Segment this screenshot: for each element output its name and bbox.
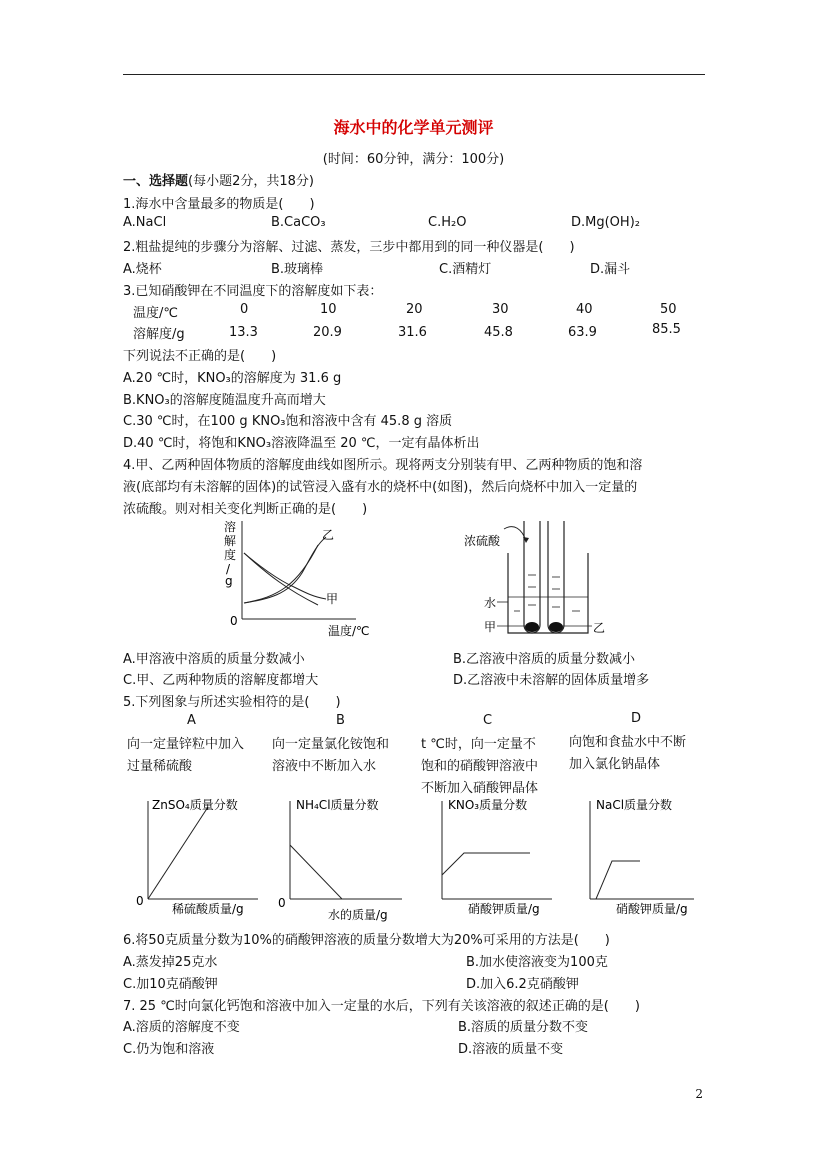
graph-origin: 0 <box>230 614 238 628</box>
label-water: 水 <box>484 596 497 610</box>
q5-graph-b <box>276 795 411 925</box>
section-note: (每小题2分，共18分) <box>188 174 314 189</box>
q3-option-d: D.40 ℃时，将饱和KNO₃溶液降温至 20 ℃，一定有晶体析出 <box>123 436 480 451</box>
graph-xlabel: 硝酸钾质量/g <box>468 902 540 916</box>
q4-stem-line: 液(底部均有未溶解的固体)的试管浸入盛有水的烧杯中(如图)，然后向烧杯中加入一定量的 <box>123 480 638 495</box>
q6-option-c: C.加10克硝酸钾 <box>123 977 218 992</box>
q7-option-c: C.仍为饱和溶液 <box>123 1042 215 1057</box>
table-cell-solubility: 31.6 <box>398 325 427 340</box>
graph-ylabel-char: 解 <box>224 534 237 548</box>
table-cell-solubility: 63.9 <box>568 325 597 340</box>
graph-xlabel: 水的质量/g <box>328 908 388 922</box>
q3-option-b: B.KNO₃的溶解度随温度升高而增大 <box>123 393 326 408</box>
section-title: 一、选择题 <box>123 174 189 189</box>
table-cell-solubility: 85.5 <box>652 322 681 337</box>
table-row-label-temp: 温度/℃ <box>133 306 178 321</box>
label-yi: 乙 <box>593 621 606 635</box>
q5-letter-c: C <box>483 713 493 728</box>
q7-option-a: A.溶质的溶解度不变 <box>123 1020 240 1035</box>
q1-option-d: D.Mg(OH)₂ <box>571 215 640 230</box>
q6-option-d: D.加入6.2克硝酸钾 <box>466 977 579 992</box>
q6-stem: 6.将50克质量分数为10%的硝酸钾溶液的质量分数增大为20%可采用的方法是( ) <box>123 933 610 948</box>
q5-desc-d: 加入氯化钠晶体 <box>569 757 661 772</box>
table-cell-solubility: 13.3 <box>229 325 258 340</box>
table-cell-temp: 0 <box>240 302 249 317</box>
graph-ylabel-char: g <box>225 574 233 588</box>
q2-stem: 2.粗盐提纯的步骤分为溶解、过滤、蒸发，三步中都用到的同一种仪器是( ) <box>123 240 575 255</box>
page-number: 2 <box>695 1087 703 1101</box>
graph-ylabel-char: 溶 <box>224 520 237 534</box>
table-cell-temp: 20 <box>406 302 423 317</box>
page-subtitle: (时间：60分钟，满分：100分) <box>322 152 505 167</box>
q1-option-c: C.H₂O <box>428 215 467 230</box>
q6-option-b: B.加水使溶液变为100克 <box>466 955 608 970</box>
table-cell-temp: 10 <box>320 302 337 317</box>
graph-ylabel: KNO₃质量分数 <box>448 798 528 812</box>
q5-desc-c: 不断加入硝酸钾晶体 <box>421 781 539 796</box>
graph-ylabel: ZnSO₄质量分数 <box>152 798 238 812</box>
q3-question: 下列说法不正确的是( ) <box>123 349 277 364</box>
q5-desc-c: 饱和的硝酸钾溶液中 <box>421 759 539 774</box>
graph-line <box>290 845 342 899</box>
table-cell-solubility: 45.8 <box>484 325 513 340</box>
beaker-figure <box>448 515 618 640</box>
q5-desc-a: 过量稀硫酸 <box>127 759 193 774</box>
solid-jia <box>525 622 539 632</box>
q5-desc-a: 向一定量锌粒中加入 <box>127 737 245 752</box>
q2-option-c: C.酒精灯 <box>439 262 492 277</box>
q5-letter-b: B <box>336 713 345 728</box>
graph-line <box>148 807 208 899</box>
q4-option-b: B.乙溶液中溶质的质量分数减小 <box>453 652 636 667</box>
curve-yi-rising <box>244 545 318 603</box>
q1-option-a: A.NaCl <box>123 215 167 230</box>
q5-letter-a: A <box>187 713 196 728</box>
curve-jia-upper <box>244 553 318 605</box>
curve-label-jia: 甲 <box>326 592 339 606</box>
q4-option-d: D.乙溶液中未溶解的固体质量增多 <box>453 673 650 688</box>
table-cell-temp: 40 <box>576 302 593 317</box>
q7-option-d: D.溶液的质量不变 <box>458 1042 564 1057</box>
graph-xlabel: 温度/℃ <box>328 624 370 638</box>
acid-arrow <box>504 527 526 541</box>
q5-graph-d <box>578 795 708 923</box>
q4-option-c: C.甲、乙两种物质的溶解度都增大 <box>123 673 319 688</box>
solid-yi <box>549 622 563 632</box>
solubility-curve-figure <box>218 515 378 640</box>
curve-label-yi: 乙 <box>322 528 335 542</box>
q3-option-c: C.30 ℃时，在100 g KNO₃饱和溶液中含有 45.8 g 溶质 <box>123 414 453 429</box>
table-cell-temp: 50 <box>660 302 677 317</box>
q5-desc-b: 向一定量氯化铵饱和 <box>272 737 390 752</box>
q5-desc-d: 向饱和食盐水中不断 <box>569 735 687 750</box>
graph-line <box>442 853 530 875</box>
q5-desc-b: 溶液中不断加入水 <box>272 759 377 774</box>
graph-xlabel: 硝酸钾质量/g <box>616 902 688 916</box>
curve-increasing <box>244 537 326 603</box>
q5-graph-c <box>430 795 565 923</box>
page-title: 海水中的化学单元测评 <box>333 118 494 137</box>
q4-option-a: A.甲溶液中溶质的质量分数减小 <box>123 652 305 667</box>
q1-stem: 1.海水中含量最多的物质是( ) <box>123 197 315 212</box>
graph-ylabel-char: / <box>226 562 231 576</box>
graph-ylabel: NaCl质量分数 <box>596 798 673 812</box>
top-rule <box>123 74 705 75</box>
q3-option-a: A.20 ℃时，KNO₃的溶解度为 31.6 g <box>123 371 342 386</box>
q5-graph-a <box>130 795 265 923</box>
q2-option-a: A.烧杯 <box>123 262 162 277</box>
q7-option-b: B.溶质的质量分数不变 <box>458 1020 589 1035</box>
q4-stem-line: 浓硫酸。则对相关变化判断正确的是( ) <box>123 502 368 517</box>
graph-ylabel: NH₄Cl质量分数 <box>296 798 379 812</box>
q4-stem-line: 4.甲、乙两种固体物质的溶解度曲线如图所示。现将两支分别装有甲、乙两种物质的饱和溶 <box>123 458 643 473</box>
q7-stem: 7. 25 ℃时向氯化钙饱和溶液中加入一定量的水后，下列有关该溶液的叙述正确的是( ) <box>123 999 640 1014</box>
q5-letter-d: D <box>631 711 642 726</box>
graph-ylabel-char: 度 <box>224 548 237 562</box>
graph-origin: 0 <box>278 896 286 910</box>
q2-option-b: B.玻璃棒 <box>271 262 324 277</box>
graph-origin: 0 <box>136 894 144 908</box>
q5-desc-c: t ℃时，向一定量不 <box>421 737 536 752</box>
table-cell-solubility: 20.9 <box>313 325 342 340</box>
q3-stem: 3.已知硝酸钾在不同温度下的溶解度如下表： <box>123 284 383 299</box>
table-row-label-solubility: 溶解度/g <box>133 327 185 342</box>
q1-option-b: B.CaCO₃ <box>271 215 326 230</box>
q6-option-a: A.蒸发掉25克水 <box>123 955 218 970</box>
graph-line <box>596 861 640 899</box>
q2-option-d: D.漏斗 <box>590 262 631 277</box>
table-cell-temp: 30 <box>492 302 509 317</box>
label-jia: 甲 <box>484 620 497 634</box>
q5-stem: 5.下列图象与所述实验相符的是( ) <box>123 695 341 710</box>
curve-decreasing <box>244 553 326 599</box>
label-acid: 浓硫酸 <box>464 534 501 548</box>
section-heading <box>123 170 314 189</box>
graph-xlabel: 稀硫酸质量/g <box>172 902 244 916</box>
